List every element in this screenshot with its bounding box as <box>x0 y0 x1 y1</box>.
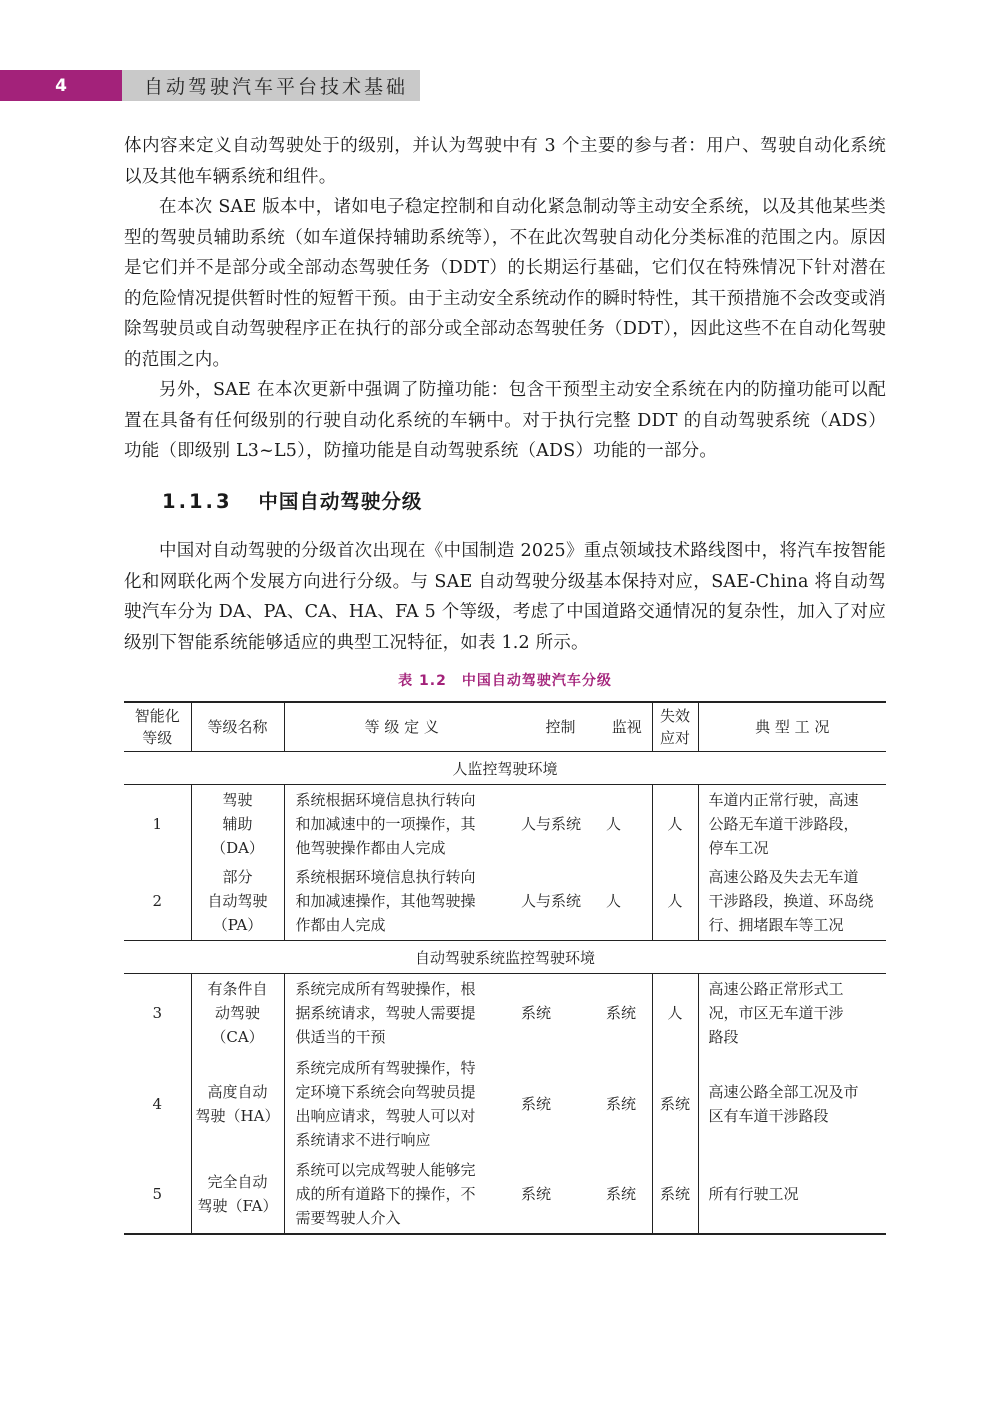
group-title: 自动驾驶系统监控驾驶环境 <box>124 941 886 974</box>
header-name: 等级名称 <box>191 702 284 752</box>
header-definition: 等 级 定 义 <box>284 702 519 752</box>
page-number: 4 <box>0 70 122 101</box>
header-monitor: 监视 <box>602 702 652 752</box>
cell-conditions: 高速公路及失去无车道 干涉路段，换道、环岛绕 行、拥堵跟车等工况 <box>698 863 886 941</box>
cell-fallback: 人 <box>652 974 698 1052</box>
paragraph-china-classification: 中国对自动驾驶的分级首次出现在《中国制造 2025》重点领域技术路线图中，将汽车按智能化和网联化两个发展方向进行分级。与 SAE 自动驾驶分级基本保持对应，SAE-China 将自动驾驶汽车分为 DA、PA、CA、HA、FA 5 个等级，考虑了中国道路交通情况的复杂性，加入了对应级别下智能系统能够适应的典型工况特征，如表 1.2 所示。 <box>124 541 886 653</box>
grade-table <box>124 701 886 1235</box>
section-title: 中国自动驾驶分级 <box>258 490 423 513</box>
paragraph-sae-scope: 在本次 SAE 版本中，诸如电子稳定控制和自动化紧急制动等主动安全系统，以及其他某些类型的驾驶员辅助系统（如车道保持辅助系统等），不在此次驾驶自动化分类标准的范围之内。原因是它们并不是部分或全部动态驾驶任务（DDT）的长期运行基础，它们仅在特殊情况下针对潜在的危险情况提供暂时性的短暂干预。由于主动安全系统动作的瞬时特性，其干预措施不会改变或消除驾驶员或自动驾驶程序正在执行的部分或全部动态驾驶任务（DDT），因此这些不在自动化驾驶的范围之内。 <box>124 197 886 370</box>
cell-name: 部分 自动驾驶 （PA） <box>191 863 284 941</box>
cell-name: 完全自动 驾驶（FA） <box>191 1156 284 1234</box>
table-row-da <box>124 785 886 863</box>
cell-fallback: 系统 <box>652 1052 698 1156</box>
cell-control: 系统 <box>521 1003 552 1022</box>
cell-monitor: 人 <box>602 785 652 863</box>
group-row-human-monitoring <box>124 752 886 785</box>
cell-fallback: 人 <box>652 785 698 863</box>
cell-name: 有条件自 动驾驶 （CA） <box>191 974 284 1052</box>
cell-level: 2 <box>124 863 191 941</box>
cell-conditions: 车道内正常行驶，高速 公路无车道干涉路段， 停车工况 <box>708 790 859 857</box>
cell-conditions: 高速公路正常形式工 况，市区无车道干涉 路段 <box>708 979 844 1046</box>
table-row-ca <box>124 974 886 1052</box>
cell-level: 4 <box>124 1052 191 1156</box>
cell-conditions: 高速公路全部工况及市 区有车道干涉路段 <box>708 1082 859 1125</box>
cell-level: 3 <box>124 974 191 1052</box>
section-heading <box>162 486 422 514</box>
body-text-top <box>124 131 886 467</box>
cell-control: 系统 <box>519 1156 602 1234</box>
cell-definition: 系统可以完成驾驶人能够完 成的所有道路下的操作，不 需要驾驶人介入 <box>284 1156 519 1234</box>
header-fallback: 失效 应对 <box>652 702 698 752</box>
cell-fallback: 系统 <box>652 1156 698 1234</box>
table-row-fa <box>124 1156 886 1234</box>
cell-control: 人与系统 <box>519 863 602 941</box>
paragraph-continued: 体内容来定义自动驾驶处于的级别，并认为驾驶中有 3 个主要的参与者：用户、驾驶自动化系统以及其他车辆系统和组件。 <box>124 136 886 187</box>
cell-monitor: 系统 <box>602 1052 652 1156</box>
table-header-row <box>124 702 886 752</box>
table-caption: 表 1.2 中国自动驾驶汽车分级 <box>398 673 612 689</box>
cell-level: 5 <box>124 1156 191 1234</box>
cell-level: 1 <box>124 785 191 863</box>
cell-conditions: 所有行驶工况 <box>698 1156 886 1234</box>
cell-definition: 系统根据环境信息执行转向 和加减速中的一项操作，其 他驾驶操作都由人完成 <box>295 790 476 857</box>
cell-control: 系统 <box>521 1094 552 1113</box>
cell-name: 驾驶 辅助 （DA） <box>191 785 284 863</box>
cell-definition: 系统完成所有驾驶操作，特 定环境下系统会向驾驶员提 出响应请求，驾驶人可以对 系统请求不进行响应 <box>295 1058 476 1149</box>
cell-monitor: 系统 <box>602 974 652 1052</box>
cell-fallback: 人 <box>652 863 698 941</box>
header-control: 控制 <box>519 702 602 752</box>
cell-definition: 系统完成所有驾驶操作，根 据系统请求，驾驶人需要提 供适当的干预 <box>295 979 476 1046</box>
book-title: 自动驾驶汽车平台技术基础 <box>122 70 420 101</box>
cell-monitor: 系统 <box>602 1156 652 1234</box>
cell-name: 高度自动 驾驶（HA） <box>191 1052 284 1156</box>
header-conditions: 典 型 工 况 <box>698 702 886 752</box>
body-text-section <box>124 536 886 658</box>
cell-monitor: 人 <box>602 863 652 941</box>
group-row-system-monitoring <box>124 941 886 974</box>
running-header <box>0 70 420 101</box>
table-row-ha <box>124 1052 886 1156</box>
table-row-pa <box>124 863 886 941</box>
header-level: 智能化 等级 <box>124 702 191 752</box>
group-title: 人监控驾驶环境 <box>124 752 886 785</box>
section-number: 1.1.3 <box>162 490 233 513</box>
paragraph-collision-avoidance: 另外，SAE 在本次更新中强调了防撞功能：包含干预型主动安全系统在内的防撞功能可以配置在具备有任何级别的行驶自动化系统的车辆中。对于执行完整 DDT 的自动驾驶系统（ADS）功能（即级别 L3~L5），防撞功能是自动驾驶系统（ADS）功能的一部分。 <box>124 380 886 461</box>
cell-definition: 系统根据环境信息执行转向 和加减速操作，其他驾驶操 作都由人完成 <box>284 863 519 941</box>
cell-control: 人与系统 <box>521 814 582 833</box>
